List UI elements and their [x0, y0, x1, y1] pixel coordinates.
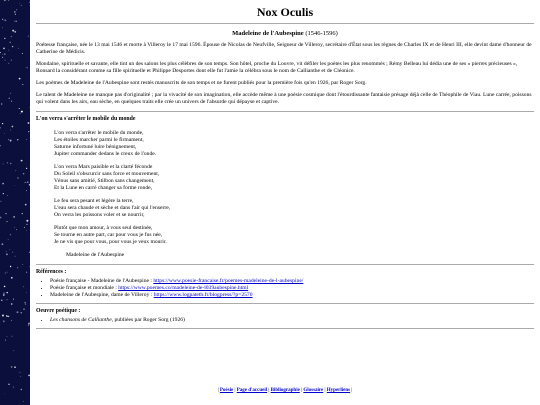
poem-stanza-3 — [54, 198, 534, 219]
divider — [36, 111, 534, 112]
poem-line: Je ne vis que pour vous, pour vous je veux mourir. — [54, 239, 167, 245]
star — [4, 286, 6, 288]
star — [6, 315, 8, 317]
star — [20, 376, 21, 377]
works-title: Oeuvre poétique : — [36, 308, 81, 314]
star — [17, 311, 19, 313]
star — [26, 292, 27, 293]
star — [6, 221, 7, 222]
star — [8, 0, 9, 1]
star — [2, 315, 4, 317]
references-list — [36, 278, 534, 299]
reference-link[interactable]: https://www.poesie-francaise.fr/poemes-madeleine-de-l-aubespine/ — [153, 278, 304, 284]
star — [28, 131, 29, 132]
star — [10, 140, 12, 142]
stars-decoration — [0, 0, 30, 405]
star — [16, 21, 17, 22]
divider — [36, 328, 534, 329]
star — [19, 108, 20, 109]
star — [29, 184, 30, 186]
star — [14, 366, 16, 368]
footer-link-glossary[interactable]: Glossaire — [303, 388, 324, 393]
star — [14, 227, 15, 228]
star — [6, 299, 7, 300]
star — [27, 181, 29, 183]
reference-item — [50, 285, 534, 292]
poem-stanza-4 — [54, 225, 534, 246]
star — [10, 266, 11, 267]
star — [13, 299, 14, 300]
star — [3, 320, 5, 322]
star — [14, 31, 16, 33]
star — [15, 256, 16, 257]
star — [11, 277, 13, 279]
star — [9, 42, 11, 44]
star — [25, 304, 26, 305]
star — [8, 139, 9, 140]
star — [2, 27, 3, 28]
star — [21, 5, 22, 6]
star — [2, 19, 3, 20]
star — [5, 340, 6, 341]
star — [0, 52, 1, 53]
star — [17, 139, 18, 140]
star — [15, 170, 16, 171]
star — [26, 168, 27, 169]
work-details: , publiées par Roger Sorg (1926) — [111, 317, 185, 323]
star — [23, 173, 25, 175]
star — [12, 252, 13, 253]
star — [17, 177, 18, 178]
star — [0, 201, 1, 202]
star — [4, 19, 6, 21]
star — [19, 78, 21, 80]
star — [10, 163, 12, 165]
star — [16, 229, 17, 230]
star — [28, 375, 30, 377]
reference-label: Poésie française - Madeleine de l'Aubespine : — [50, 278, 154, 284]
bio-paragraph-4: Le talent de Madeleine ne manque pas d'originalité ; par la vivacité de son imagination, elle accède même à une poésie cosmique dont l'étourdissante fantaisie présage déjà celle de Théophile de Viau. Lune carrée, poissons qui volent dans les airs, eau sèche, en quelques traits elle crée un univers de l'absurde qui dépayse et captive. — [36, 92, 532, 105]
star — [10, 234, 11, 235]
poem-line: Plutôt que mon amour, à vous seul destinée, — [54, 225, 153, 231]
star — [10, 130, 11, 131]
star — [3, 193, 4, 194]
star — [8, 63, 9, 64]
poem-line: On verra les poissons voler et se nourrir, — [54, 212, 145, 218]
star — [2, 123, 3, 124]
star — [26, 224, 27, 225]
poem-line: L'on verra Mars paisible et la clarté féconde — [54, 164, 153, 170]
star — [20, 312, 22, 314]
reference-item — [50, 278, 534, 285]
star — [13, 387, 14, 388]
reference-item — [50, 292, 534, 299]
star — [13, 350, 14, 351]
star — [23, 286, 24, 287]
star — [14, 11, 15, 12]
star — [26, 272, 27, 273]
poet-name: Madeleine de l'Aubespine — [232, 30, 304, 37]
star — [3, 164, 4, 165]
star — [10, 93, 11, 94]
star — [12, 30, 14, 32]
star — [9, 98, 10, 99]
star — [15, 14, 16, 15]
star — [11, 101, 12, 102]
star — [7, 195, 8, 196]
star — [11, 366, 13, 368]
divider — [36, 264, 534, 265]
poet-dates: (1546-1596) — [305, 30, 338, 37]
star — [21, 160, 23, 162]
star — [11, 336, 12, 337]
bio-paragraph-1: Poétesse française, née le 13 mai 1546 et morte à Villeroy le 17 mai 1596. Épouse de Nicolas de Neufville, Seigneur de Villeroy, secrétaire d'État sous les règnes de Charles IX et de Henri III, elle devint dame d'honneur de Catherine de Médicis. — [36, 42, 532, 55]
poem-line: Saturne infortuné luire bénignement, — [54, 144, 137, 150]
star — [29, 107, 30, 108]
footer-link-poesie[interactable]: Poésie — [219, 388, 234, 393]
star — [26, 190, 27, 191]
poem-line: Les étoiles marcher parmi le firmament, — [54, 137, 144, 143]
work-title: Les chansons de Callianthe — [50, 317, 112, 323]
divider — [36, 23, 534, 24]
star — [4, 133, 5, 134]
star — [1, 300, 2, 301]
star — [2, 57, 3, 58]
poem-line: Du Soleil s'obscurcir sans force et mouvement, — [54, 171, 160, 177]
star — [26, 220, 28, 222]
star — [26, 139, 27, 140]
star — [12, 126, 14, 128]
star — [21, 111, 23, 113]
star — [28, 325, 29, 326]
star — [22, 264, 23, 265]
reference-link[interactable]: https://www.logpateth.fr/blogpress/?p=2570 — [153, 292, 253, 298]
star — [22, 84, 23, 85]
footer-nav: | Poésie | Page d'accueil | Bibliographie | Glossaire | Hyperliens | — [217, 388, 353, 393]
star — [11, 36, 12, 37]
star — [26, 67, 27, 68]
star — [6, 251, 7, 252]
star — [0, 217, 1, 219]
star — [2, 243, 4, 245]
star — [8, 384, 9, 385]
star — [8, 239, 9, 240]
star — [0, 145, 1, 146]
star — [22, 213, 23, 214]
poem-stanza-2 — [54, 164, 534, 192]
star — [11, 60, 12, 61]
star — [20, 372, 21, 373]
poem-line: L'eau sera chaude et sèche et dans l'air qui l'enserre, — [54, 205, 171, 211]
star — [3, 294, 5, 296]
star — [3, 292, 4, 293]
star — [8, 50, 9, 51]
star — [5, 213, 6, 214]
star — [20, 113, 21, 114]
poem-line: Se tourne en autre part, car pour vous je fus née, — [54, 232, 163, 238]
starfield-sidebar — [0, 0, 30, 405]
reference-label: Poésie française et mondiale : — [50, 285, 119, 291]
references-title: Références : — [36, 269, 67, 275]
star — [22, 53, 23, 54]
bio-paragraph-2: Mondaine, spirituelle et savante, elle tint un des salons les plus célèbres de son temps. Son hôtel, proche du Louvre, vit défiler les poètes les plus renommés ; Rémy Belleau lui dédia une de ses « pierres précieuses », Ronsard la considérant comme sa fille spirituelle et Philippe Desportes dont elle fut l'amie la célébra sous le nom de Callianthe et de Cléonice. — [36, 61, 518, 74]
star — [6, 253, 8, 255]
work-item — [50, 317, 534, 324]
star — [2, 54, 3, 55]
star — [7, 162, 8, 163]
star — [4, 38, 5, 39]
star — [29, 252, 30, 253]
star — [10, 141, 11, 142]
poem-line: L'on verra s'arrêter le mobile du monde, — [54, 130, 144, 136]
star — [19, 3, 20, 4]
star — [28, 36, 29, 37]
star — [29, 266, 30, 267]
reference-label: Madeleine de l'Aubespine, dame de Villeroy : — [50, 292, 154, 298]
star — [27, 67, 28, 68]
star — [16, 9, 17, 10]
page-content — [36, 0, 534, 405]
star — [28, 323, 30, 325]
poet-heading — [36, 30, 534, 37]
works-list — [36, 317, 534, 324]
bio-paragraph-3: Les poèmes de Madeleine de l'Aubespine sont restés manuscrits de son temps et ne furent publiés pour la première fois qu'en 1926, par Roger Sorg. — [36, 80, 367, 86]
star — [4, 0, 5, 1]
star — [14, 185, 15, 186]
poem-stanza-1 — [54, 130, 534, 158]
star — [4, 393, 5, 394]
star — [23, 401, 24, 402]
poem-title: L'on verra s'arrêter le mobile du monde — [36, 116, 136, 122]
reference-link[interactable]: https://www.poemes.co/madeleine-de-l039aubespine.html — [118, 285, 249, 291]
star — [0, 127, 1, 128]
star — [11, 303, 13, 305]
footer-link-bibliography[interactable]: Bibliographie — [270, 388, 300, 393]
star — [13, 216, 15, 218]
footer-link-hyperlinks[interactable]: Hyperliens — [326, 388, 351, 393]
star — [12, 46, 13, 47]
star — [7, 272, 8, 273]
star — [5, 272, 6, 273]
star — [24, 227, 25, 228]
star — [26, 230, 27, 231]
star — [28, 122, 30, 124]
star — [24, 302, 26, 304]
star — [21, 389, 22, 390]
star — [18, 48, 19, 49]
star — [3, 48, 5, 50]
star — [5, 60, 6, 61]
star — [25, 204, 27, 206]
star — [2, 183, 4, 185]
poem-line: Le feu sera pesant et légère la terre, — [54, 198, 134, 204]
star — [29, 2, 30, 3]
site-title: Nox Oculis — [256, 5, 314, 19]
poem-line: Et la Lune en carré changer sa forme ronde, — [54, 185, 152, 191]
star — [25, 182, 26, 183]
poem-line: Jupiter commander dedans le creux de l'onde. — [54, 151, 157, 157]
star — [1, 103, 2, 104]
star — [6, 292, 7, 293]
star — [11, 320, 12, 321]
star — [17, 267, 18, 268]
star — [14, 21, 15, 22]
star — [9, 249, 10, 250]
star — [23, 308, 25, 310]
divider — [36, 303, 534, 304]
footer-link-home[interactable]: Page d'accueil — [236, 388, 268, 393]
star — [6, 336, 7, 337]
poem-line: Vénus sans amitié, Stilbon sans changement, — [54, 178, 155, 184]
poem-signature: Madeleine de l'Aubespine — [66, 252, 125, 258]
star — [4, 53, 6, 55]
